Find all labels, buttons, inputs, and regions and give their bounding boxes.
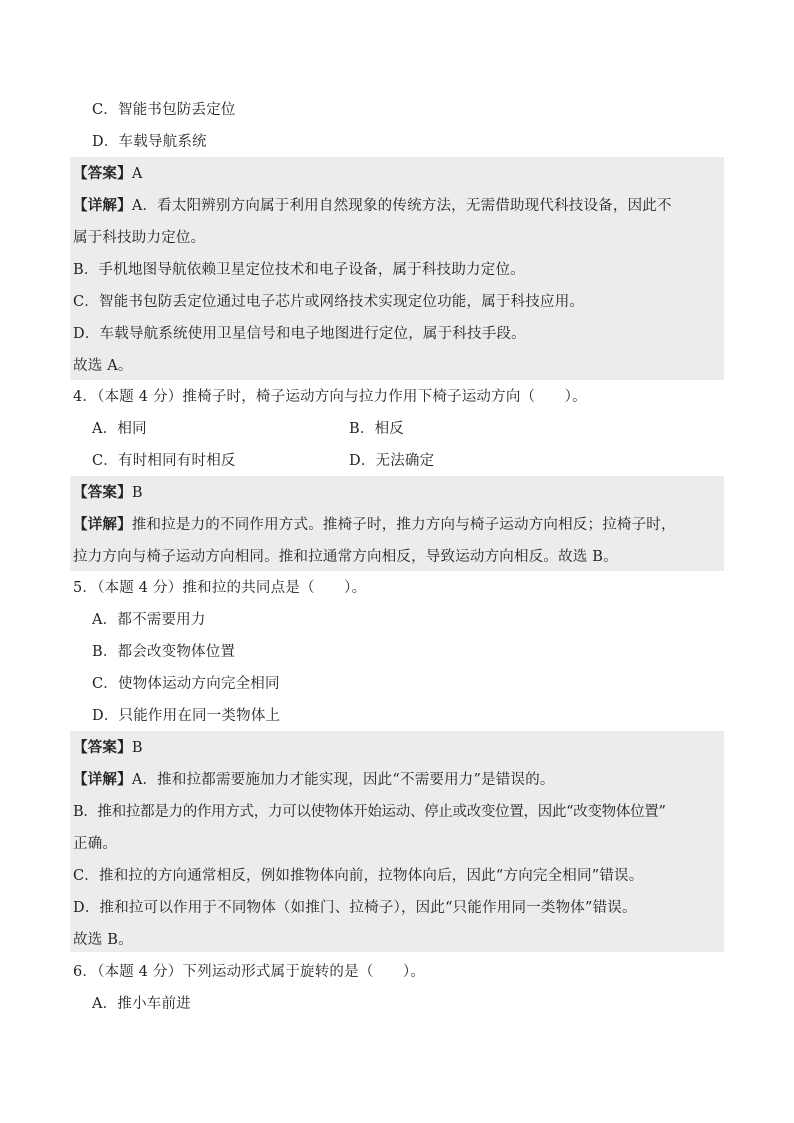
q5-detail-line-3: 正确。 <box>73 836 118 852</box>
q3-option-c: C．智能书包防丢定位 <box>92 102 236 118</box>
q4-detail-line-1: 【详解】推和拉是力的不同作用方式。推椅子时，推力方向与椅子运动方向相反；拉椅子时， <box>73 516 676 533</box>
q4-detail-line-2: 拉力方向与椅子运动方向相同。推和拉通常方向相反，导致运动方向相反。故选 B。 <box>73 549 618 565</box>
q3-option-d: D．车载导航系统 <box>92 134 207 150</box>
q3-detail-line-1: 【详解】A．看太阳辨别方向属于利用自然现象的传统方法，无需借助现代科技设备，因此不 <box>73 197 672 214</box>
q3-detail-line-6: 故选 A。 <box>73 358 133 374</box>
q5-option-b: B．都会改变物体位置 <box>92 644 236 660</box>
q5-detail-line-1: 【详解】A．推和拉都需要施加力才能实现，因此“不需要用力”是错误的。 <box>73 771 555 788</box>
q5-option-a: A．都不需要用力 <box>92 612 206 628</box>
q4-option-c: C．有时相同有时相反 <box>92 453 236 469</box>
q5-answer: 【答案】B <box>73 739 143 756</box>
q4-option-b: B．相反 <box>349 421 404 437</box>
q3-detail-line-3: B．手机地图导航依赖卫星定位技术和电子设备，属于科技助力定位。 <box>73 262 525 278</box>
q6-stem: 6．（本题 4 分）下列运动形式属于旋转的是（ ）。 <box>73 964 426 980</box>
q4-option-a: A．相同 <box>92 421 147 437</box>
q4-option-d: D．无法确定 <box>349 453 435 469</box>
q6-option-a: A．推小车前进 <box>92 996 191 1012</box>
q3-detail-line-2: 属于科技助力定位。 <box>73 230 206 246</box>
q3-detail-line-4: C．智能书包防丢定位通过电子芯片或网络技术实现定位功能，属于科技应用。 <box>73 294 585 310</box>
q5-option-c: C．使物体运动方向完全相同 <box>92 676 280 692</box>
q4-stem: 4．（本题 4 分）推椅子时，椅子运动方向与拉力作用下椅子运动方向（ ）。 <box>73 389 587 405</box>
q5-stem: 5．（本题 4 分）推和拉的共同点是（ ）。 <box>73 580 367 596</box>
q5-detail-line-6: 故选 B。 <box>73 932 133 948</box>
q4-answer: 【答案】B <box>73 484 143 501</box>
q5-answer-block <box>70 731 724 952</box>
q3-detail-line-5: D．车载导航系统使用卫星信号和电子地图进行定位，属于科技手段。 <box>73 326 526 342</box>
q5-detail-line-4: C．推和拉的方向通常相反，例如推物体向前，拉物体向后，因此“方向完全相同”错误。 <box>73 868 644 884</box>
q3-answer: 【答案】A <box>73 165 143 182</box>
q5-detail-line-5: D．推和拉可以作用于不同物体（如推门、拉椅子），因此“只能作用同一类物体”错误。 <box>73 900 637 916</box>
q5-detail-line-2: B．推和拉都是力的作用方式，力可以使物体开始运动、停止或改变位置，因此“改变物体位置” <box>73 804 666 820</box>
q5-option-d: D．只能作用在同一类物体上 <box>92 708 281 724</box>
